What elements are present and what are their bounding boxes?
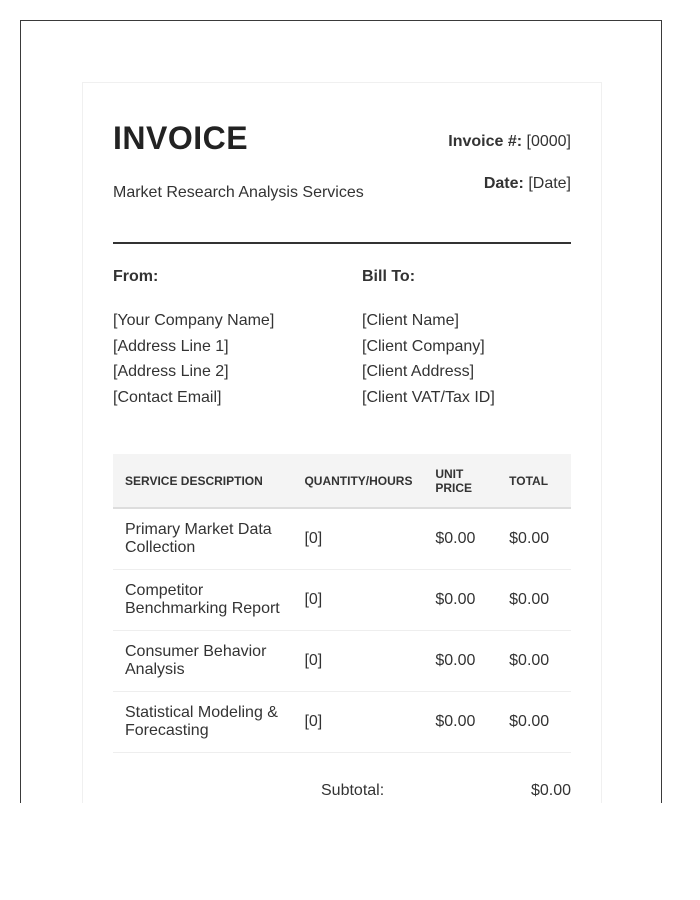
service-description: Primary Market Data Collection (113, 508, 292, 570)
invoice-number (448, 132, 571, 152)
bill-to-heading: Bill To: (362, 268, 416, 285)
from-section (113, 267, 333, 410)
subtotal-label: Subtotal: (321, 782, 385, 799)
service-description: Consumer Behavior Analysis (113, 631, 292, 692)
document-viewer (20, 20, 662, 803)
from-line: [Address Line 1] (113, 337, 229, 355)
service-total: $0.00 (497, 692, 571, 753)
service-total: $0.00 (497, 631, 571, 692)
service-unit-price: $0.00 (423, 692, 497, 753)
service-unit-price: $0.00 (423, 508, 497, 570)
service-quantity: [0] (292, 508, 423, 570)
service-quantity: [0] (292, 570, 423, 631)
table-row (113, 508, 571, 570)
invoice-date (484, 174, 571, 194)
from-line: [Contact Email] (113, 388, 222, 406)
service-description: Statistical Modeling & Forecasting (113, 692, 292, 753)
invoice-page (82, 82, 602, 803)
service-total: $0.00 (497, 570, 571, 631)
from-line: [Your Company Name] (113, 312, 275, 329)
bill-to-line: [Client Address] (362, 363, 475, 380)
service-unit-price: $0.00 (423, 631, 497, 692)
bill-to-line: [Client Name] (362, 312, 459, 329)
column-header-total: TOTAL (497, 454, 571, 508)
invoice-number-label: Invoice #: (448, 133, 523, 150)
invoice-title: INVOICE (113, 120, 249, 156)
service-total: $0.00 (497, 508, 571, 570)
column-header-description: SERVICE DESCRIPTION (113, 454, 292, 508)
from-line: [Address Line 2] (113, 363, 229, 380)
column-header-unit-price: UNIT PRICE (423, 454, 497, 508)
table-row (113, 692, 571, 753)
service-unit-price: $0.00 (423, 570, 497, 631)
column-header-quantity: QUANTITY/HOURS (292, 454, 423, 508)
table-row (113, 570, 571, 631)
from-heading: From: (113, 268, 159, 285)
bill-to-line: [Client VAT/Tax ID] (362, 388, 495, 406)
invoice-date-value: [Date] (528, 175, 571, 192)
table-row (113, 631, 571, 692)
bill-to-line: [Client Company] (362, 337, 485, 355)
bill-to-section (362, 267, 582, 410)
service-description: Competitor Benchmarking Report (113, 570, 292, 631)
service-quantity: [0] (292, 631, 423, 692)
subtotal-value: $0.00 (530, 782, 571, 799)
service-quantity: [0] (292, 692, 423, 753)
invoice-date-label: Date: (483, 175, 524, 192)
header-divider (113, 242, 571, 244)
invoice-number-value: [0000] (526, 133, 571, 150)
invoice-subtitle: Market Research Analysis Services (113, 184, 364, 201)
services-table (113, 454, 571, 753)
table-header-row (113, 454, 571, 508)
